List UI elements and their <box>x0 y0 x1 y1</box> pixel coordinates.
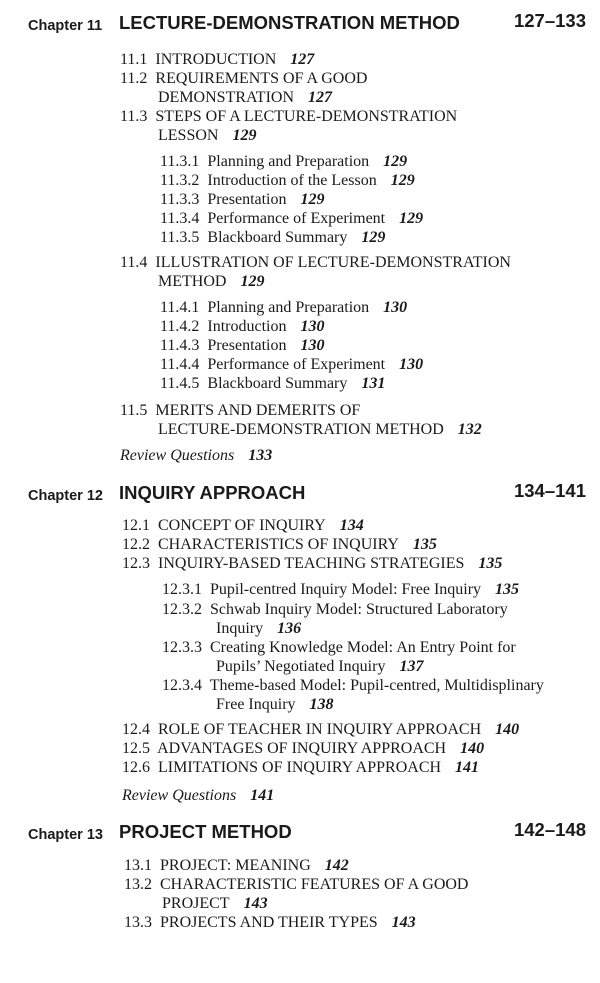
toc-entry-12-3-1[interactable] <box>162 580 519 599</box>
section-number: 12.4 <box>122 721 150 738</box>
section-title-continued: PROJECT <box>162 895 230 912</box>
review-questions-12[interactable] <box>122 786 274 805</box>
subsection-title: Creating Knowledge Model: An Entry Point for <box>210 639 516 656</box>
section-title: INTRODUCTION <box>155 51 277 68</box>
chapter-11-heading[interactable] <box>0 10 600 40</box>
toc-entry-11-3-4[interactable] <box>160 209 423 228</box>
page-number: 131 <box>361 375 386 392</box>
page-number: 140 <box>460 740 485 757</box>
subsection-number: 12.3.1 <box>162 581 202 598</box>
page-number: 130 <box>300 337 325 354</box>
section-number: 12.1 <box>122 517 150 534</box>
section-title: ADVANTAGES OF INQUIRY APPROACH <box>157 740 447 757</box>
page-number: 133 <box>248 447 273 464</box>
page-number: 129 <box>383 153 408 170</box>
subsection-title-continued: Inquiry <box>216 620 264 637</box>
toc-entry-12-5[interactable] <box>122 739 484 758</box>
section-title-continued: LECTURE-DEMONSTRATION METHOD <box>158 421 444 438</box>
section-number: 11.3 <box>120 108 148 125</box>
subsection-number: 12.3.2 <box>162 601 202 618</box>
page-number: 141 <box>250 787 275 804</box>
toc-entry-12-3[interactable] <box>122 554 502 573</box>
page-number: 134 <box>339 517 364 534</box>
toc-entry-13-1[interactable] <box>124 856 349 875</box>
section-number: 11.4 <box>120 254 148 271</box>
chapter-page-range: 134–141 <box>513 480 586 501</box>
toc-entry-11-4-4[interactable] <box>160 355 423 374</box>
section-number: 13.1 <box>124 857 152 874</box>
section-number: 11.5 <box>120 402 148 419</box>
toc-entry-11-4-2[interactable] <box>160 317 325 336</box>
toc-entry-11-3-1[interactable] <box>160 152 407 171</box>
section-number: 12.6 <box>122 759 150 776</box>
page-number: 129 <box>390 172 415 189</box>
page-number: 135 <box>495 581 520 598</box>
chapter-page-range: 127–133 <box>513 10 586 31</box>
toc-entry-12-3-4[interactable] <box>162 676 544 714</box>
review-label: Review Questions <box>122 787 237 804</box>
section-title-continued: DEMONSTRATION <box>158 89 294 106</box>
toc-entry-13-3[interactable] <box>124 913 416 932</box>
page-number: 140 <box>495 721 520 738</box>
subsection-title: Presentation <box>207 337 287 354</box>
subsection-title: Schwab Inquiry Model: Structured Laboratory <box>210 601 508 618</box>
subsection-title-continued: Free Inquiry <box>216 696 296 713</box>
review-label: Review Questions <box>120 447 235 464</box>
subsection-title: Performance of Experiment <box>207 210 386 227</box>
toc-entry-12-2[interactable] <box>122 535 437 554</box>
subsection-title: Introduction <box>207 318 287 335</box>
chapter-12-heading[interactable] <box>0 480 600 510</box>
section-title: REQUIREMENTS OF A GOOD <box>155 70 368 87</box>
chapter-label: Chapter 13 <box>28 827 103 843</box>
toc-entry-12-3-3[interactable] <box>162 638 516 676</box>
subsection-number: 11.3.1 <box>160 153 200 170</box>
page-number: 143 <box>391 914 416 931</box>
page-number: 129 <box>232 127 257 144</box>
section-title-continued: LESSON <box>158 127 219 144</box>
page-number: 127 <box>308 89 332 106</box>
subsection-title: Blackboard Summary <box>207 229 348 246</box>
section-title: LIMITATIONS OF INQUIRY APPROACH <box>158 759 442 776</box>
toc-entry-11-5[interactable] <box>120 401 482 439</box>
toc-entry-11-1[interactable] <box>120 50 314 69</box>
toc-entry-12-6[interactable] <box>122 758 479 777</box>
section-number: 11.2 <box>120 70 148 87</box>
page-number: 129 <box>300 191 325 208</box>
page-number: 129 <box>240 273 265 290</box>
section-number: 13.2 <box>124 876 152 893</box>
page-number: 129 <box>399 210 424 227</box>
page-number: 132 <box>457 421 482 438</box>
page-number: 141 <box>455 759 480 776</box>
chapter-13-heading[interactable] <box>0 819 600 849</box>
page-number: 136 <box>277 620 302 637</box>
subsection-number: 11.4.2 <box>160 318 200 335</box>
subsection-number: 11.3.4 <box>160 210 200 227</box>
section-number: 12.3 <box>122 555 150 572</box>
section-number: 12.5 <box>122 740 150 757</box>
page-number: 130 <box>300 318 325 335</box>
subsection-title: Pupil-centred Inquiry Model: Free Inquiry <box>210 581 482 598</box>
toc-entry-12-3-2[interactable] <box>162 600 508 638</box>
section-title: ILLUSTRATION OF LECTURE-DEMONSTRATION <box>155 254 511 271</box>
page-number: 142 <box>324 857 349 874</box>
chapter-page-range: 142–148 <box>513 819 586 840</box>
toc-entry-13-2[interactable] <box>124 875 468 913</box>
section-title: ROLE OF TEACHER IN INQUIRY APPROACH <box>158 721 482 738</box>
toc-entry-11-2[interactable] <box>120 69 367 107</box>
subsection-title: Performance of Experiment <box>207 356 386 373</box>
review-questions-11[interactable] <box>120 446 272 465</box>
page-number: 138 <box>309 696 334 713</box>
section-title-continued: METHOD <box>158 273 227 290</box>
section-title: PROJECTS AND THEIR TYPES <box>160 914 378 931</box>
toc-entry-11-3-3[interactable] <box>160 190 325 209</box>
subsection-number: 11.3.2 <box>160 172 200 189</box>
section-title: CHARACTERISTICS OF INQUIRY <box>158 536 399 553</box>
chapter-label: Chapter 12 <box>28 488 103 504</box>
subsection-title: Presentation <box>207 191 287 208</box>
chapter-title: LECTURE-DEMONSTRATION METHOD <box>119 12 460 33</box>
toc-entry-11-4-5[interactable] <box>160 374 385 393</box>
toc-entry-12-1[interactable] <box>122 516 364 535</box>
section-number: 13.3 <box>124 914 152 931</box>
page-number: 130 <box>383 299 408 316</box>
page-number: 129 <box>361 229 386 246</box>
section-title: MERITS AND DEMERITS OF <box>155 402 361 419</box>
subsection-number: 11.3.5 <box>160 229 200 246</box>
page-number: 137 <box>399 658 424 675</box>
subsection-title: Planning and Preparation <box>207 153 370 170</box>
section-title: PROJECT: MEANING <box>160 857 311 874</box>
page-number: 135 <box>478 555 503 572</box>
section-title: STEPS OF A LECTURE-DEMONSTRATION <box>155 108 458 125</box>
section-number: 11.1 <box>120 51 148 68</box>
toc-entry-12-4[interactable] <box>122 720 519 739</box>
page-number: 135 <box>412 536 437 553</box>
section-title: CHARACTERISTIC FEATURES OF A GOOD <box>160 876 469 893</box>
section-title: CONCEPT OF INQUIRY <box>158 517 326 534</box>
subsection-number: 12.3.3 <box>162 639 202 656</box>
subsection-title: Introduction of the Lesson <box>207 172 377 189</box>
subsection-title: Blackboard Summary <box>207 375 348 392</box>
toc-entry-11-3-2[interactable] <box>160 171 415 190</box>
page-number: 143 <box>243 895 268 912</box>
subsection-title: Theme-based Model: Pupil-centred, Multidisplinary <box>209 677 544 694</box>
subsection-number: 12.3.4 <box>162 677 202 694</box>
subsection-number: 11.4.5 <box>160 375 200 392</box>
section-title: INQUIRY-BASED TEACHING STRATEGIES <box>158 555 465 572</box>
subsection-number: 11.4.1 <box>160 299 200 316</box>
toc-entry-11-4-1[interactable] <box>160 298 407 317</box>
page-number: 127 <box>290 51 315 68</box>
chapter-title: INQUIRY APPROACH <box>119 482 306 503</box>
toc-entry-11-3-5[interactable] <box>160 228 385 247</box>
chapter-label: Chapter 11 <box>28 18 103 34</box>
toc-entry-11-4-3[interactable] <box>160 336 325 355</box>
subsection-number: 11.3.3 <box>160 191 200 208</box>
page-number: 130 <box>399 356 424 373</box>
toc-entry-11-3[interactable] <box>120 107 457 145</box>
subsection-title: Planning and Preparation <box>207 299 370 316</box>
chapter-title: PROJECT METHOD <box>119 821 292 842</box>
subsection-number: 11.4.4 <box>160 356 200 373</box>
subsection-title-continued: Pupils’ Negotiated Inquiry <box>216 658 386 675</box>
section-number: 12.2 <box>122 536 150 553</box>
subsection-number: 11.4.3 <box>160 337 200 354</box>
toc-entry-11-4[interactable] <box>120 253 511 291</box>
